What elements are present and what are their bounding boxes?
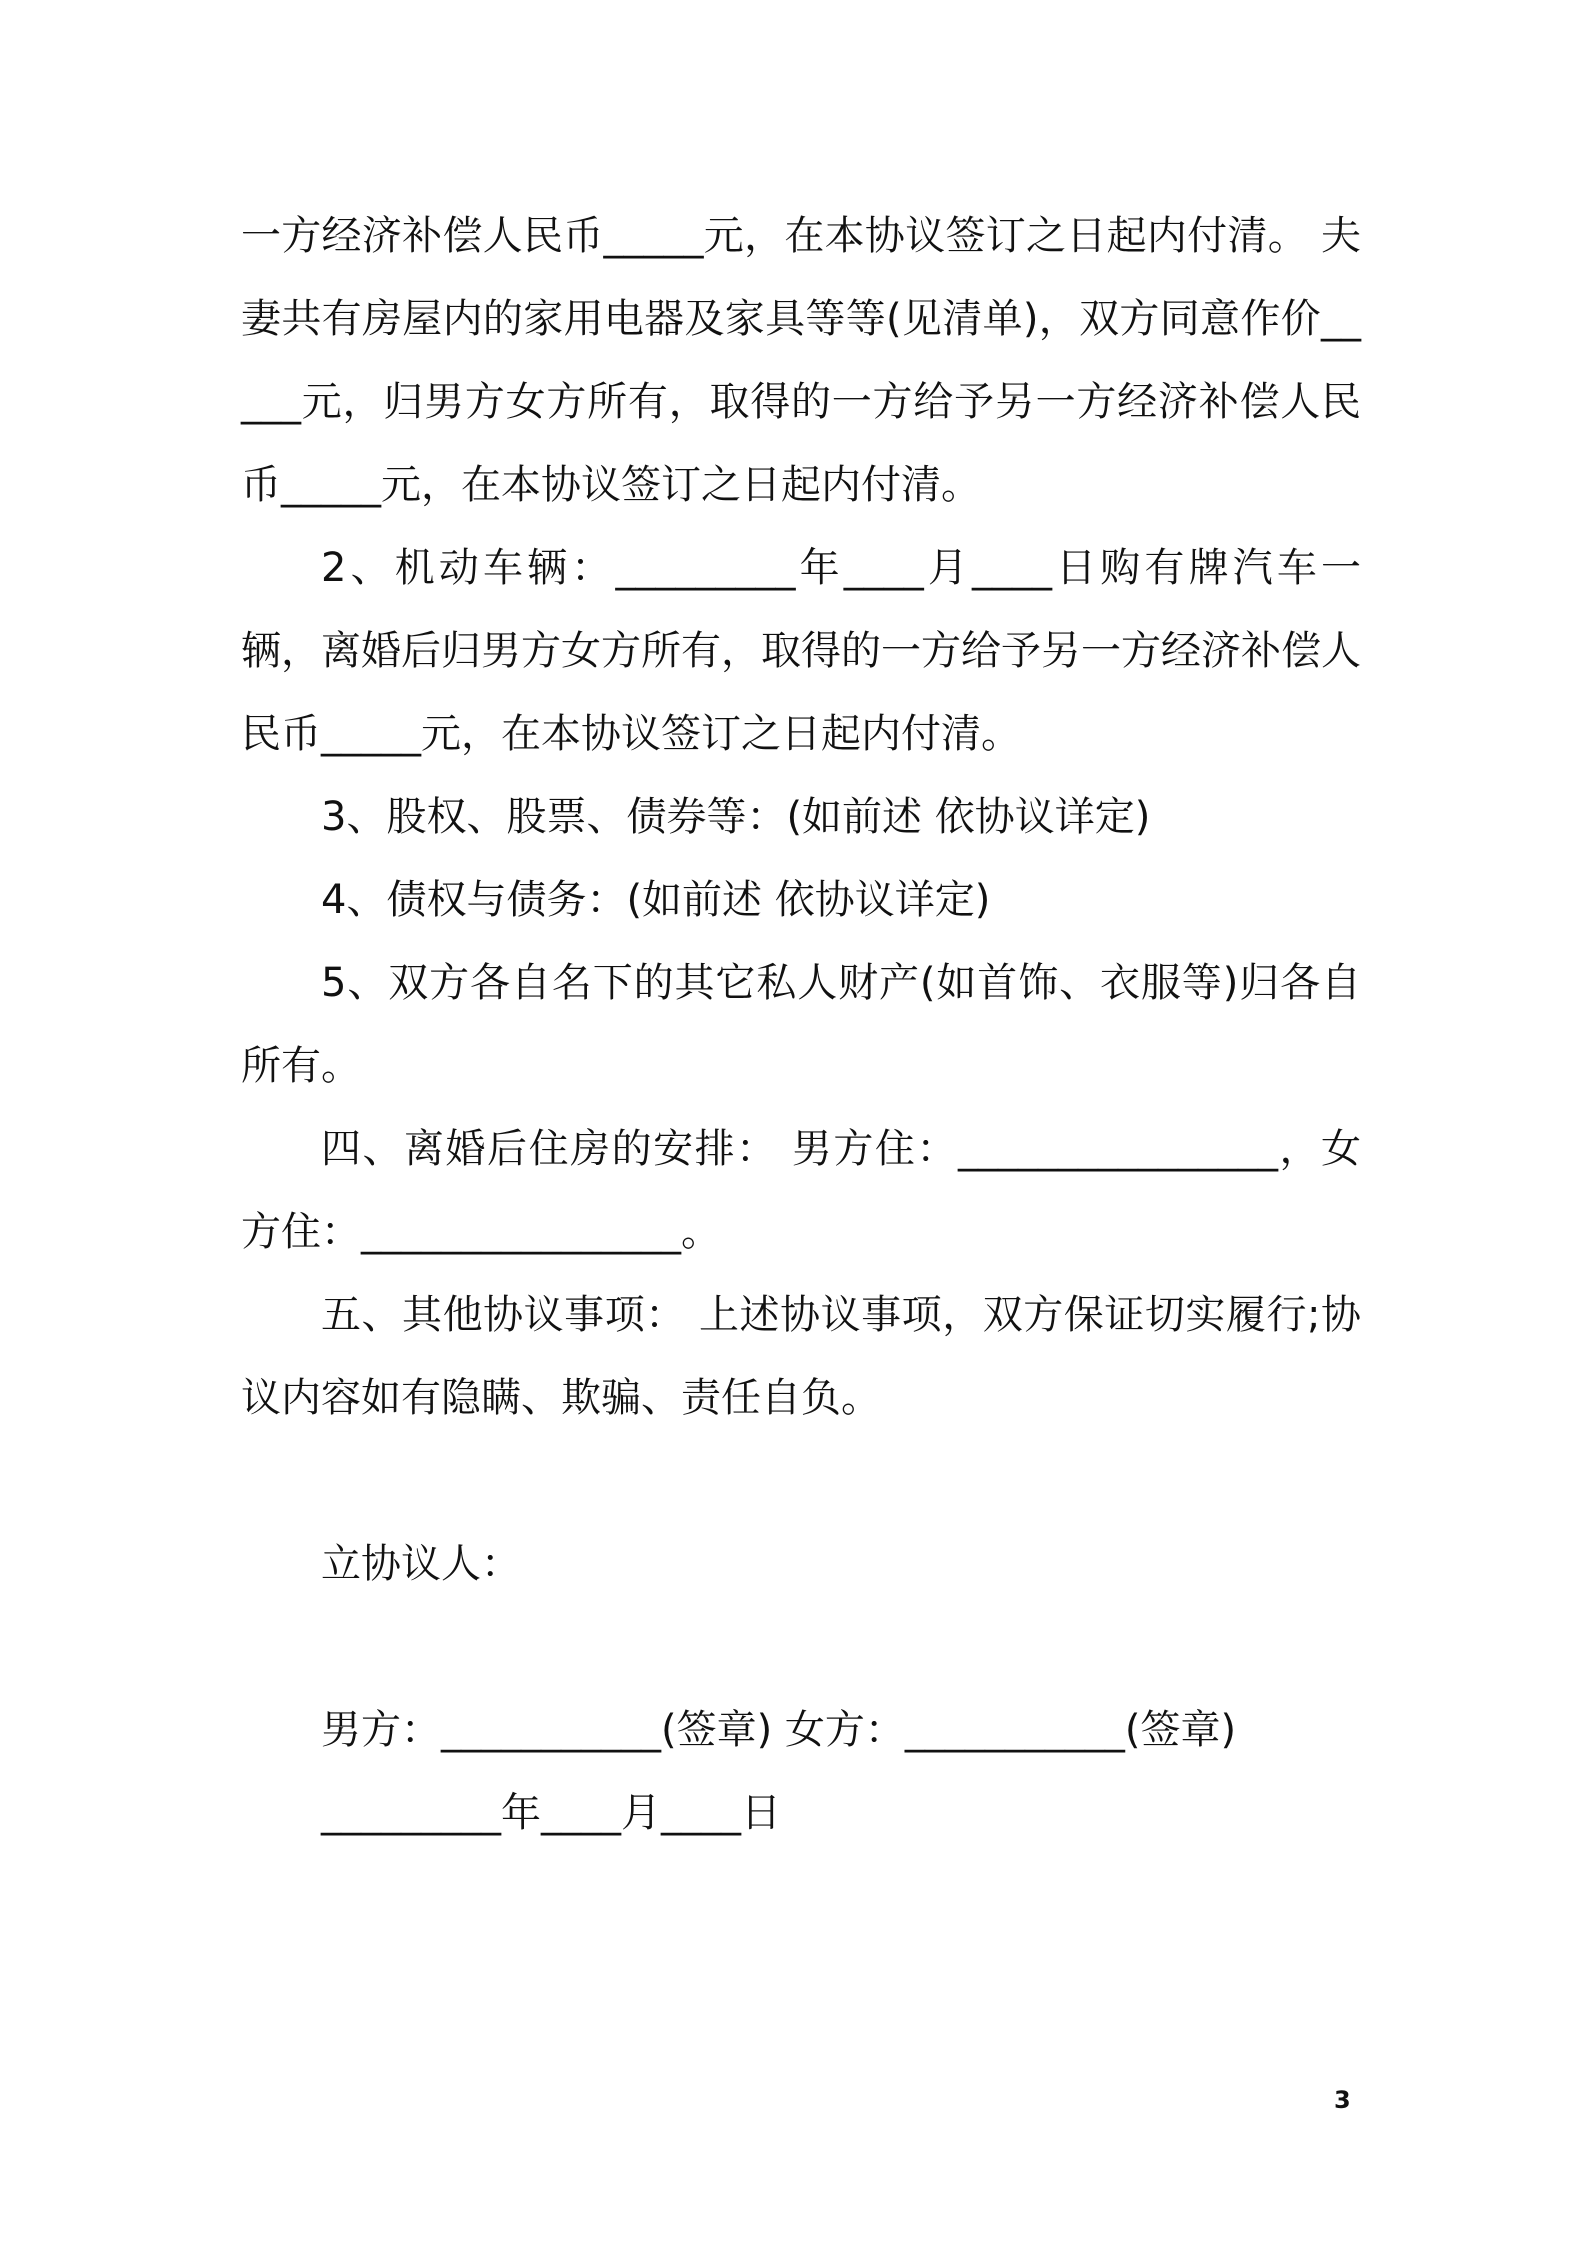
document-body xyxy=(241,195,1361,1855)
signature-parties-line: 男方：___________(签章) 女方：___________(签章) xyxy=(321,1707,1237,1753)
page-number: 3 xyxy=(1334,2086,1351,2114)
paragraph-stocks: 3、股权、股票、债券等：(如前述 依协议详定) xyxy=(321,794,1151,840)
paragraph-debts: 4、债权与债务：(如前述 依协议详定) xyxy=(321,877,991,923)
paragraph-other-matters: 五、其他协议事项： 上述协议事项，双方保证切实履行;协议内容如有隐瞒、欺骗、责任自负。 xyxy=(241,1292,1361,1421)
paragraph-property-continuation: 一方经济补偿人民币_____元，在本协议签订之日起内付清。 夫妻共有房屋内的家用电器及家具等等(见清单)，双方同意作价_____元，归男方女方所有，取得的一方给予另一方经济补偿人民币_____元，在本协议签订之日起内付清。 xyxy=(241,213,1361,508)
paragraph-vehicle: 2、机动车辆：_________年____月____日购有牌汽车一辆，离婚后归男方女方所有，取得的一方给予另一方经济补偿人民币_____元，在本协议签订之日起内付清。 xyxy=(241,545,1361,757)
signature-date-line: _________年____月____日 xyxy=(321,1790,781,1836)
paragraph-housing: 四、离婚后住房的安排： 男方住：________________，女方住：________________。 xyxy=(241,1126,1361,1255)
spacer xyxy=(241,1440,1361,1523)
signatories-title: 立协议人： xyxy=(321,1541,521,1587)
spacer xyxy=(241,1606,1361,1689)
paragraph-private-property: 5、双方各自名下的其它私人财产(如首饰、衣服等)归各自所有。 xyxy=(241,960,1361,1089)
